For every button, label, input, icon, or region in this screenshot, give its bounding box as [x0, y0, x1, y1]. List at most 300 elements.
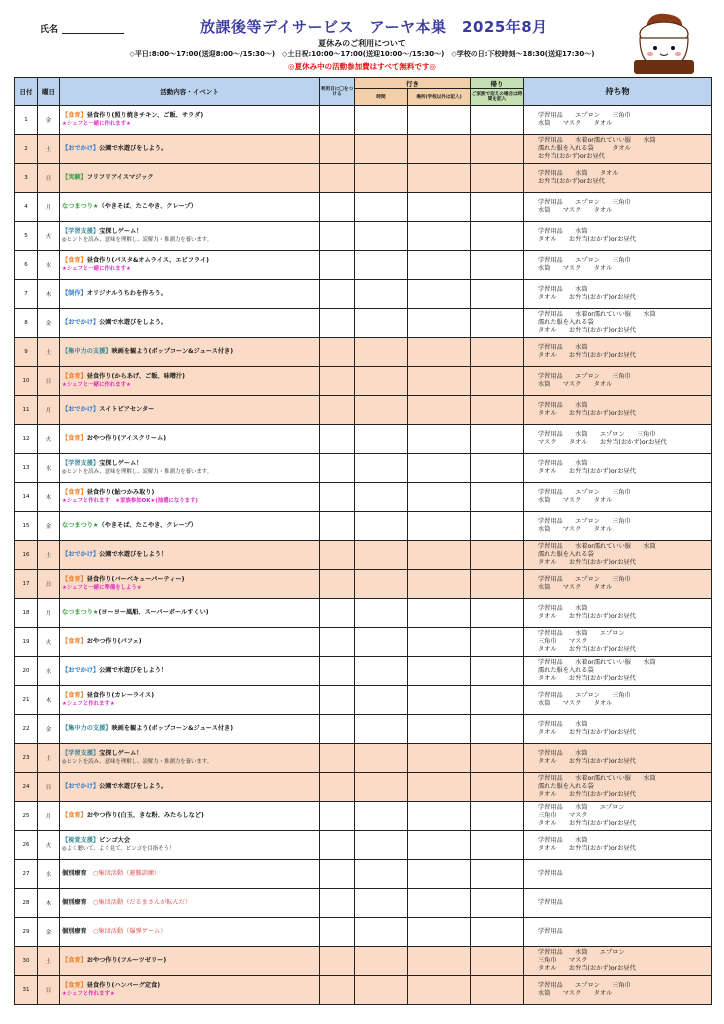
use-checkbox-cell[interactable]: [320, 164, 355, 193]
date-cell: 17: [15, 570, 38, 599]
activity-title: 昼食作り(バーベキューパーティー): [86, 576, 185, 583]
items-cell: 学習用品 水筒 エプロン 三角巾 マスク タオル お弁当(おかず)orお昼代: [524, 947, 712, 976]
go-place-cell[interactable]: [408, 628, 471, 657]
go-time-cell[interactable]: [355, 135, 408, 164]
go-time-cell[interactable]: [355, 222, 408, 251]
use-checkbox-cell[interactable]: [320, 686, 355, 715]
activity-cell: [60, 570, 320, 599]
items-cell: 学習用品: [524, 889, 712, 918]
table-row: [15, 860, 712, 889]
back-time-cell[interactable]: [471, 309, 524, 338]
weekday-cell: 水: [38, 454, 60, 483]
items-cell: 学習用品 水筒 タオル お弁当(おかず)orお昼代: [524, 715, 712, 744]
go-place-cell[interactable]: [408, 918, 471, 947]
use-checkbox-cell[interactable]: [320, 222, 355, 251]
back-time-cell[interactable]: [471, 831, 524, 860]
activity-title: スイトピアセンター: [99, 406, 155, 413]
back-time-cell[interactable]: [471, 947, 524, 976]
activity-cell: [60, 715, 320, 744]
go-place-cell[interactable]: [408, 106, 471, 135]
items-cell: 学習用品 エプロン 三角巾 水筒 マスク タオル: [524, 570, 712, 599]
table-row: [15, 947, 712, 976]
activity-title: 昼食作り(カレーライス): [86, 692, 155, 699]
go-place-cell[interactable]: [408, 483, 471, 512]
go-time-cell[interactable]: [355, 918, 408, 947]
go-place-cell[interactable]: [408, 860, 471, 889]
go-time-cell[interactable]: [355, 396, 408, 425]
table-row: [15, 976, 712, 1005]
activity-note: ★シェフと一緒に作れます★: [62, 121, 131, 127]
activity-title: ビンゴ大会: [99, 837, 131, 844]
col-back: 帰り: [471, 78, 524, 89]
items-cell: 学習用品 エプロン 三角巾 水筒 マスク タオル: [524, 193, 712, 222]
go-place-cell[interactable]: [408, 744, 471, 773]
activity-cell: [60, 918, 320, 947]
table-row: [15, 889, 712, 918]
activity-tag: 【食育】: [62, 638, 87, 645]
weekday-cell: 土: [38, 135, 60, 164]
date-cell: 11: [15, 396, 38, 425]
schedule-table: [14, 77, 712, 1005]
activity-cell: [60, 599, 320, 628]
back-time-cell[interactable]: [471, 280, 524, 309]
table-row: [15, 251, 712, 280]
activity-title: 宝探しゲーム！: [99, 228, 143, 235]
date-cell: 2: [15, 135, 38, 164]
go-time-cell[interactable]: [355, 599, 408, 628]
activity-tag: 【おでかけ】: [62, 551, 100, 558]
activity-cell: [60, 744, 320, 773]
activity-note: ★シェフと一緒に作れます★: [62, 382, 131, 388]
weekday-cell: 金: [38, 309, 60, 338]
activity-title: 昼食作り(鮎つかみ取り): [86, 489, 155, 496]
go-place-cell[interactable]: [408, 251, 471, 280]
activity-title: 公園で水遊びをしよう。: [99, 145, 168, 152]
items-cell: 学習用品 水着or濡れていい服 水筒 濡れた服を入れる袋 タオル お弁当(おかず)orお昼代: [524, 541, 712, 570]
go-time-cell[interactable]: [355, 744, 408, 773]
use-checkbox-cell[interactable]: [320, 657, 355, 686]
back-time-cell[interactable]: [471, 686, 524, 715]
go-time-cell[interactable]: [355, 831, 408, 860]
weekday-cell: 木: [38, 280, 60, 309]
items-cell: 学習用品 水筒 エプロン 三角巾 マスク タオル お弁当(おかず)orお昼代: [524, 802, 712, 831]
back-time-cell[interactable]: [471, 164, 524, 193]
items-cell: 学習用品 水着or濡れていい服 水筒 濡れた服を入れる袋 タオル お弁当(おかず)orお昼代: [524, 135, 712, 164]
date-cell: 29: [15, 918, 38, 947]
table-row: [15, 744, 712, 773]
activity-note: ◎よく聴いて、よく見て、ビンゴを目指そう！: [62, 846, 175, 852]
use-checkbox-cell[interactable]: [320, 135, 355, 164]
go-place-cell[interactable]: [408, 947, 471, 976]
date-cell: 28: [15, 889, 38, 918]
use-checkbox-cell[interactable]: [320, 541, 355, 570]
go-place-cell[interactable]: [408, 193, 471, 222]
items-cell: 学習用品 エプロン 三角巾 水筒 マスク タオル: [524, 483, 712, 512]
table-row: [15, 106, 712, 135]
activity-tag: 【集中力の支援】: [62, 725, 112, 732]
activity-tag: 【食育】: [62, 112, 87, 119]
use-checkbox-cell[interactable]: [320, 367, 355, 396]
weekday-cell: 水: [38, 657, 60, 686]
activity-cell: [60, 367, 320, 396]
name-field[interactable]: [62, 33, 124, 34]
go-time-cell[interactable]: [355, 773, 408, 802]
activity-note: ◎ヒントを読み、意味を理解し、読解力・推測力を養います。: [62, 759, 213, 765]
go-time-cell[interactable]: [355, 802, 408, 831]
activity-tag: 【制作】: [62, 290, 87, 297]
activity-tag: 【食育】: [62, 576, 87, 583]
activity-cell: [60, 280, 320, 309]
use-checkbox-cell[interactable]: [320, 483, 355, 512]
activity-tag: なつまつり★: [62, 609, 99, 616]
date-cell: 7: [15, 280, 38, 309]
items-cell: 学習用品 水筒 タオル お弁当(おかず)orお昼代: [524, 744, 712, 773]
go-place-cell[interactable]: [408, 512, 471, 541]
activity-cell: [60, 338, 320, 367]
weekday-cell: 日: [38, 773, 60, 802]
go-place-cell[interactable]: [408, 657, 471, 686]
go-time-cell[interactable]: [355, 686, 408, 715]
go-time-cell[interactable]: [355, 367, 408, 396]
go-time-cell[interactable]: [355, 425, 408, 454]
use-checkbox-cell[interactable]: [320, 280, 355, 309]
back-time-cell[interactable]: [471, 570, 524, 599]
activity-title: 公園で水遊びをしよう。: [99, 319, 168, 326]
use-checkbox-cell[interactable]: [320, 889, 355, 918]
go-place-cell[interactable]: [408, 425, 471, 454]
back-time-cell[interactable]: [471, 135, 524, 164]
use-checkbox-cell[interactable]: [320, 309, 355, 338]
weekday-cell: 火: [38, 222, 60, 251]
go-place-cell[interactable]: [408, 976, 471, 1005]
weekday-cell: 金: [38, 512, 60, 541]
activity-title: （やきそば、たこやき、クレープ）: [98, 522, 197, 529]
col-activity: 活動内容・イベント: [60, 78, 320, 106]
items-cell: 学習用品 水筒 タオル お弁当(おかず)orお昼代: [524, 222, 712, 251]
activity-cell: [60, 396, 320, 425]
items-cell: 学習用品 水着or濡れていい服 水筒 濡れた服を入れる袋 タオル お弁当(おかず)orお昼代: [524, 773, 712, 802]
go-time-cell[interactable]: [355, 309, 408, 338]
go-place-cell[interactable]: [408, 396, 471, 425]
back-time-cell[interactable]: [471, 454, 524, 483]
back-time-cell[interactable]: [471, 251, 524, 280]
back-time-cell[interactable]: [471, 918, 524, 947]
go-time-cell[interactable]: [355, 338, 408, 367]
go-time-cell[interactable]: [355, 715, 408, 744]
activity-title: ○集団活動（爆弾ゲーム）: [86, 928, 167, 935]
date-cell: 18: [15, 599, 38, 628]
activity-note: ★シェフと作れます★: [62, 701, 115, 707]
items-cell: 学習用品 水筒 タオル お弁当(おかず)orお昼代: [524, 831, 712, 860]
go-time-cell[interactable]: [355, 106, 408, 135]
use-checkbox-cell[interactable]: [320, 106, 355, 135]
back-time-cell[interactable]: [471, 425, 524, 454]
date-cell: 30: [15, 947, 38, 976]
weekday-cell: 木: [38, 889, 60, 918]
table-row: [15, 802, 712, 831]
back-time-cell[interactable]: [471, 338, 524, 367]
use-checkbox-cell[interactable]: [320, 831, 355, 860]
activity-cell: [60, 454, 320, 483]
activity-title: ○集団活動（だるまさんが転んだ）: [86, 899, 192, 906]
items-cell: 学習用品 エプロン 三角巾 水筒 マスク タオル: [524, 512, 712, 541]
use-checkbox-cell[interactable]: [320, 744, 355, 773]
activity-tag: 【視覚支援】: [62, 837, 100, 844]
back-time-cell[interactable]: [471, 599, 524, 628]
items-cell: 学習用品 エプロン 三角巾 水筒 マスク タオル: [524, 251, 712, 280]
items-cell: 学習用品 エプロン 三角巾 水筒 マスク タオル: [524, 106, 712, 135]
back-time-cell[interactable]: [471, 106, 524, 135]
use-checkbox-cell[interactable]: [320, 976, 355, 1005]
free-notice: ◎夏休み中の活動参加費はすべて無料です◎: [288, 62, 436, 71]
activity-cell: [60, 628, 320, 657]
date-cell: 27: [15, 860, 38, 889]
activity-note: ★シェフと一緒に準備をしよう★: [62, 585, 142, 591]
go-time-cell[interactable]: [355, 251, 408, 280]
activity-tag: 【食育】: [62, 692, 87, 699]
go-place-cell[interactable]: [408, 135, 471, 164]
date-cell: 19: [15, 628, 38, 657]
activity-title: (ヨーヨー風船、スーパーボールすくい): [98, 609, 209, 616]
back-time-cell[interactable]: [471, 541, 524, 570]
activity-tag: なつまつり★: [62, 522, 99, 529]
activity-title: おやつ作り(パフェ): [86, 638, 142, 645]
go-time-cell[interactable]: [355, 860, 408, 889]
items-cell: 学習用品 水筒 タオル お弁当(おかず)orお昼代: [524, 454, 712, 483]
date-cell: 25: [15, 802, 38, 831]
items-cell: 学習用品 水筒 エプロン 三角巾 マスク タオル お弁当(おかず)orお昼代: [524, 425, 712, 454]
activity-title: 映画を観よう(ポップコーン&ジュース付き): [111, 348, 234, 355]
back-time-cell[interactable]: [471, 628, 524, 657]
activity-tag: 【おでかけ】: [62, 319, 100, 326]
items-cell: 学習用品 水着or濡れていい服 水筒 濡れた服を入れる袋 タオル お弁当(おかず)orお昼代: [524, 309, 712, 338]
use-checkbox-cell[interactable]: [320, 425, 355, 454]
go-time-cell[interactable]: [355, 280, 408, 309]
go-time-cell[interactable]: [355, 889, 408, 918]
back-time-cell[interactable]: [471, 193, 524, 222]
activity-title: 公園で水遊びをしよう。: [99, 783, 168, 790]
go-place-cell[interactable]: [408, 454, 471, 483]
go-place-cell[interactable]: [408, 309, 471, 338]
go-place-cell[interactable]: [408, 773, 471, 802]
use-checkbox-cell[interactable]: [320, 338, 355, 367]
items-cell: 学習用品 水筒 タオル お弁当(おかず)orお昼代: [524, 280, 712, 309]
date-cell: 20: [15, 657, 38, 686]
use-checkbox-cell[interactable]: [320, 396, 355, 425]
weekday-cell: 日: [38, 570, 60, 599]
table-row: [15, 512, 712, 541]
activity-title: おやつ作り(白玉、きな粉、みたらしなど): [86, 812, 204, 819]
go-time-cell[interactable]: [355, 541, 408, 570]
go-place-cell[interactable]: [408, 831, 471, 860]
back-time-cell[interactable]: [471, 802, 524, 831]
go-time-cell[interactable]: [355, 976, 408, 1005]
activity-tag: 【おでかけ】: [62, 667, 100, 674]
go-time-cell[interactable]: [355, 164, 408, 193]
weekday-cell: 金: [38, 715, 60, 744]
use-checkbox-cell[interactable]: [320, 570, 355, 599]
go-time-cell[interactable]: [355, 947, 408, 976]
back-time-cell[interactable]: [471, 396, 524, 425]
table-row: [15, 425, 712, 454]
weekday-cell: 月: [38, 193, 60, 222]
activity-tag: 【学習支援】: [62, 750, 100, 757]
back-time-cell[interactable]: [471, 715, 524, 744]
back-time-cell[interactable]: [471, 367, 524, 396]
date-cell: 3: [15, 164, 38, 193]
activity-tag: 個別療育: [62, 899, 87, 906]
go-place-cell[interactable]: [408, 802, 471, 831]
date-cell: 26: [15, 831, 38, 860]
go-time-cell[interactable]: [355, 657, 408, 686]
use-checkbox-cell[interactable]: [320, 193, 355, 222]
activity-tag: 【実験】: [62, 174, 87, 181]
items-cell: 学習用品 エプロン 三角巾 水筒 マスク タオル: [524, 686, 712, 715]
table-row: [15, 454, 712, 483]
col-weekday: 曜日: [38, 78, 60, 106]
weekday-cell: 土: [38, 947, 60, 976]
weekday-cell: 月: [38, 396, 60, 425]
activity-title: 宝探しゲーム！: [99, 460, 143, 467]
go-time-cell[interactable]: [355, 512, 408, 541]
go-time-cell[interactable]: [355, 628, 408, 657]
back-time-cell[interactable]: [471, 773, 524, 802]
date-cell: 23: [15, 744, 38, 773]
back-time-cell[interactable]: [471, 512, 524, 541]
weekday-cell: 火: [38, 628, 60, 657]
use-checkbox-cell[interactable]: [320, 251, 355, 280]
table-row: [15, 831, 712, 860]
go-place-cell[interactable]: [408, 686, 471, 715]
table-row: [15, 628, 712, 657]
use-checkbox-cell[interactable]: [320, 947, 355, 976]
activity-note: ★シェフと作れます ★家族参加OK★(抽選になります): [62, 498, 198, 504]
items-cell: 学習用品 水筒 タオル お弁当(おかず)orお昼代: [524, 599, 712, 628]
go-place-cell[interactable]: [408, 541, 471, 570]
back-time-cell[interactable]: [471, 889, 524, 918]
table-row: [15, 193, 712, 222]
activity-tag: 【食育】: [62, 373, 87, 380]
items-cell: 学習用品 エプロン 三角巾 水筒 マスク タオル: [524, 976, 712, 1005]
weekday-cell: 木: [38, 686, 60, 715]
activity-tag: 【学習支援】: [62, 460, 100, 467]
activity-tag: 【おでかけ】: [62, 145, 100, 152]
activity-cell: [60, 251, 320, 280]
activity-tag: 【食育】: [62, 257, 87, 264]
weekday-cell: 土: [38, 744, 60, 773]
table-row: [15, 686, 712, 715]
schedule-info: ◇平日:8:00～17:00(送迎8:00～/15:30～) ◇土日祝:10:00～17:00(送迎10:00～/15:30～) ◇学校の日:下校時刻～18:30(送迎17:30～): [129, 50, 595, 58]
go-time-cell[interactable]: [355, 454, 408, 483]
go-place-cell[interactable]: [408, 338, 471, 367]
weekday-cell: 水: [38, 251, 60, 280]
use-checkbox-cell[interactable]: [320, 773, 355, 802]
go-place-cell[interactable]: [408, 222, 471, 251]
go-place-cell[interactable]: [408, 599, 471, 628]
date-cell: 15: [15, 512, 38, 541]
items-cell: 学習用品: [524, 918, 712, 947]
table-row: [15, 657, 712, 686]
activity-title: フリフリアイスマジック: [86, 174, 154, 181]
weekday-cell: 金: [38, 918, 60, 947]
activity-note: ◎ヒントを読み、意味を理解し、読解力・推測力を養います。: [62, 469, 213, 475]
activity-title: 公園で水遊びをしよう！: [99, 551, 168, 558]
date-cell: 14: [15, 483, 38, 512]
activity-cell: [60, 483, 320, 512]
use-checkbox-cell[interactable]: [320, 860, 355, 889]
activity-title: おやつ作り(フルーツゼリー): [86, 957, 167, 964]
use-checkbox-cell[interactable]: [320, 454, 355, 483]
activity-cell: [60, 831, 320, 860]
go-time-cell[interactable]: [355, 193, 408, 222]
activity-tag: 【学習支援】: [62, 228, 100, 235]
use-checkbox-cell[interactable]: [320, 628, 355, 657]
activity-title: 昼食作り(ハンバーグ定食): [86, 982, 161, 989]
weekday-cell: 水: [38, 860, 60, 889]
date-cell: 16: [15, 541, 38, 570]
table-row: [15, 570, 712, 599]
items-cell: 学習用品 水筒 タオル お弁当(おかず)orお昼代: [524, 164, 712, 193]
back-time-cell[interactable]: [471, 976, 524, 1005]
activity-cell: [60, 976, 320, 1005]
table-row: [15, 367, 712, 396]
table-row: [15, 918, 712, 947]
date-cell: 12: [15, 425, 38, 454]
activity-title: 映画を観よう(ポップコーン&ジュース付き): [111, 725, 234, 732]
activity-tag: 個別療育: [62, 870, 87, 877]
activity-tag: 個別療育: [62, 928, 87, 935]
use-checkbox-cell[interactable]: [320, 715, 355, 744]
items-cell: 学習用品 水着or濡れていい服 水筒 濡れた服を入れる袋 タオル お弁当(おかず)orお昼代: [524, 657, 712, 686]
date-cell: 8: [15, 309, 38, 338]
weekday-cell: 日: [38, 367, 60, 396]
go-place-cell[interactable]: [408, 570, 471, 599]
go-time-cell[interactable]: [355, 483, 408, 512]
activity-tag: 【食育】: [62, 489, 87, 496]
activity-cell: [60, 541, 320, 570]
activity-tag: 【集中力の支援】: [62, 348, 112, 355]
back-time-cell[interactable]: [471, 483, 524, 512]
activity-cell: [60, 106, 320, 135]
go-place-cell[interactable]: [408, 715, 471, 744]
go-place-cell[interactable]: [408, 280, 471, 309]
use-checkbox-cell[interactable]: [320, 918, 355, 947]
activity-cell: [60, 947, 320, 976]
activity-title: 昼食作り(照り焼きチキン、ご飯、サラダ): [86, 112, 204, 119]
date-cell: 6: [15, 251, 38, 280]
activity-title: 宝探しゲーム！: [99, 750, 143, 757]
weekday-cell: 土: [38, 338, 60, 367]
use-checkbox-cell[interactable]: [320, 512, 355, 541]
back-time-cell[interactable]: [471, 222, 524, 251]
table-row: [15, 338, 712, 367]
back-time-cell[interactable]: [471, 860, 524, 889]
back-time-cell[interactable]: [471, 744, 524, 773]
use-checkbox-cell[interactable]: [320, 599, 355, 628]
date-cell: 13: [15, 454, 38, 483]
activity-cell: [60, 512, 320, 541]
back-time-cell[interactable]: [471, 657, 524, 686]
activity-cell: [60, 309, 320, 338]
weekday-cell: 日: [38, 164, 60, 193]
date-cell: 9: [15, 338, 38, 367]
go-place-cell[interactable]: [408, 889, 471, 918]
use-checkbox-cell[interactable]: [320, 802, 355, 831]
go-place-cell[interactable]: [408, 164, 471, 193]
go-time-cell[interactable]: [355, 570, 408, 599]
date-cell: 1: [15, 106, 38, 135]
go-place-cell[interactable]: [408, 367, 471, 396]
